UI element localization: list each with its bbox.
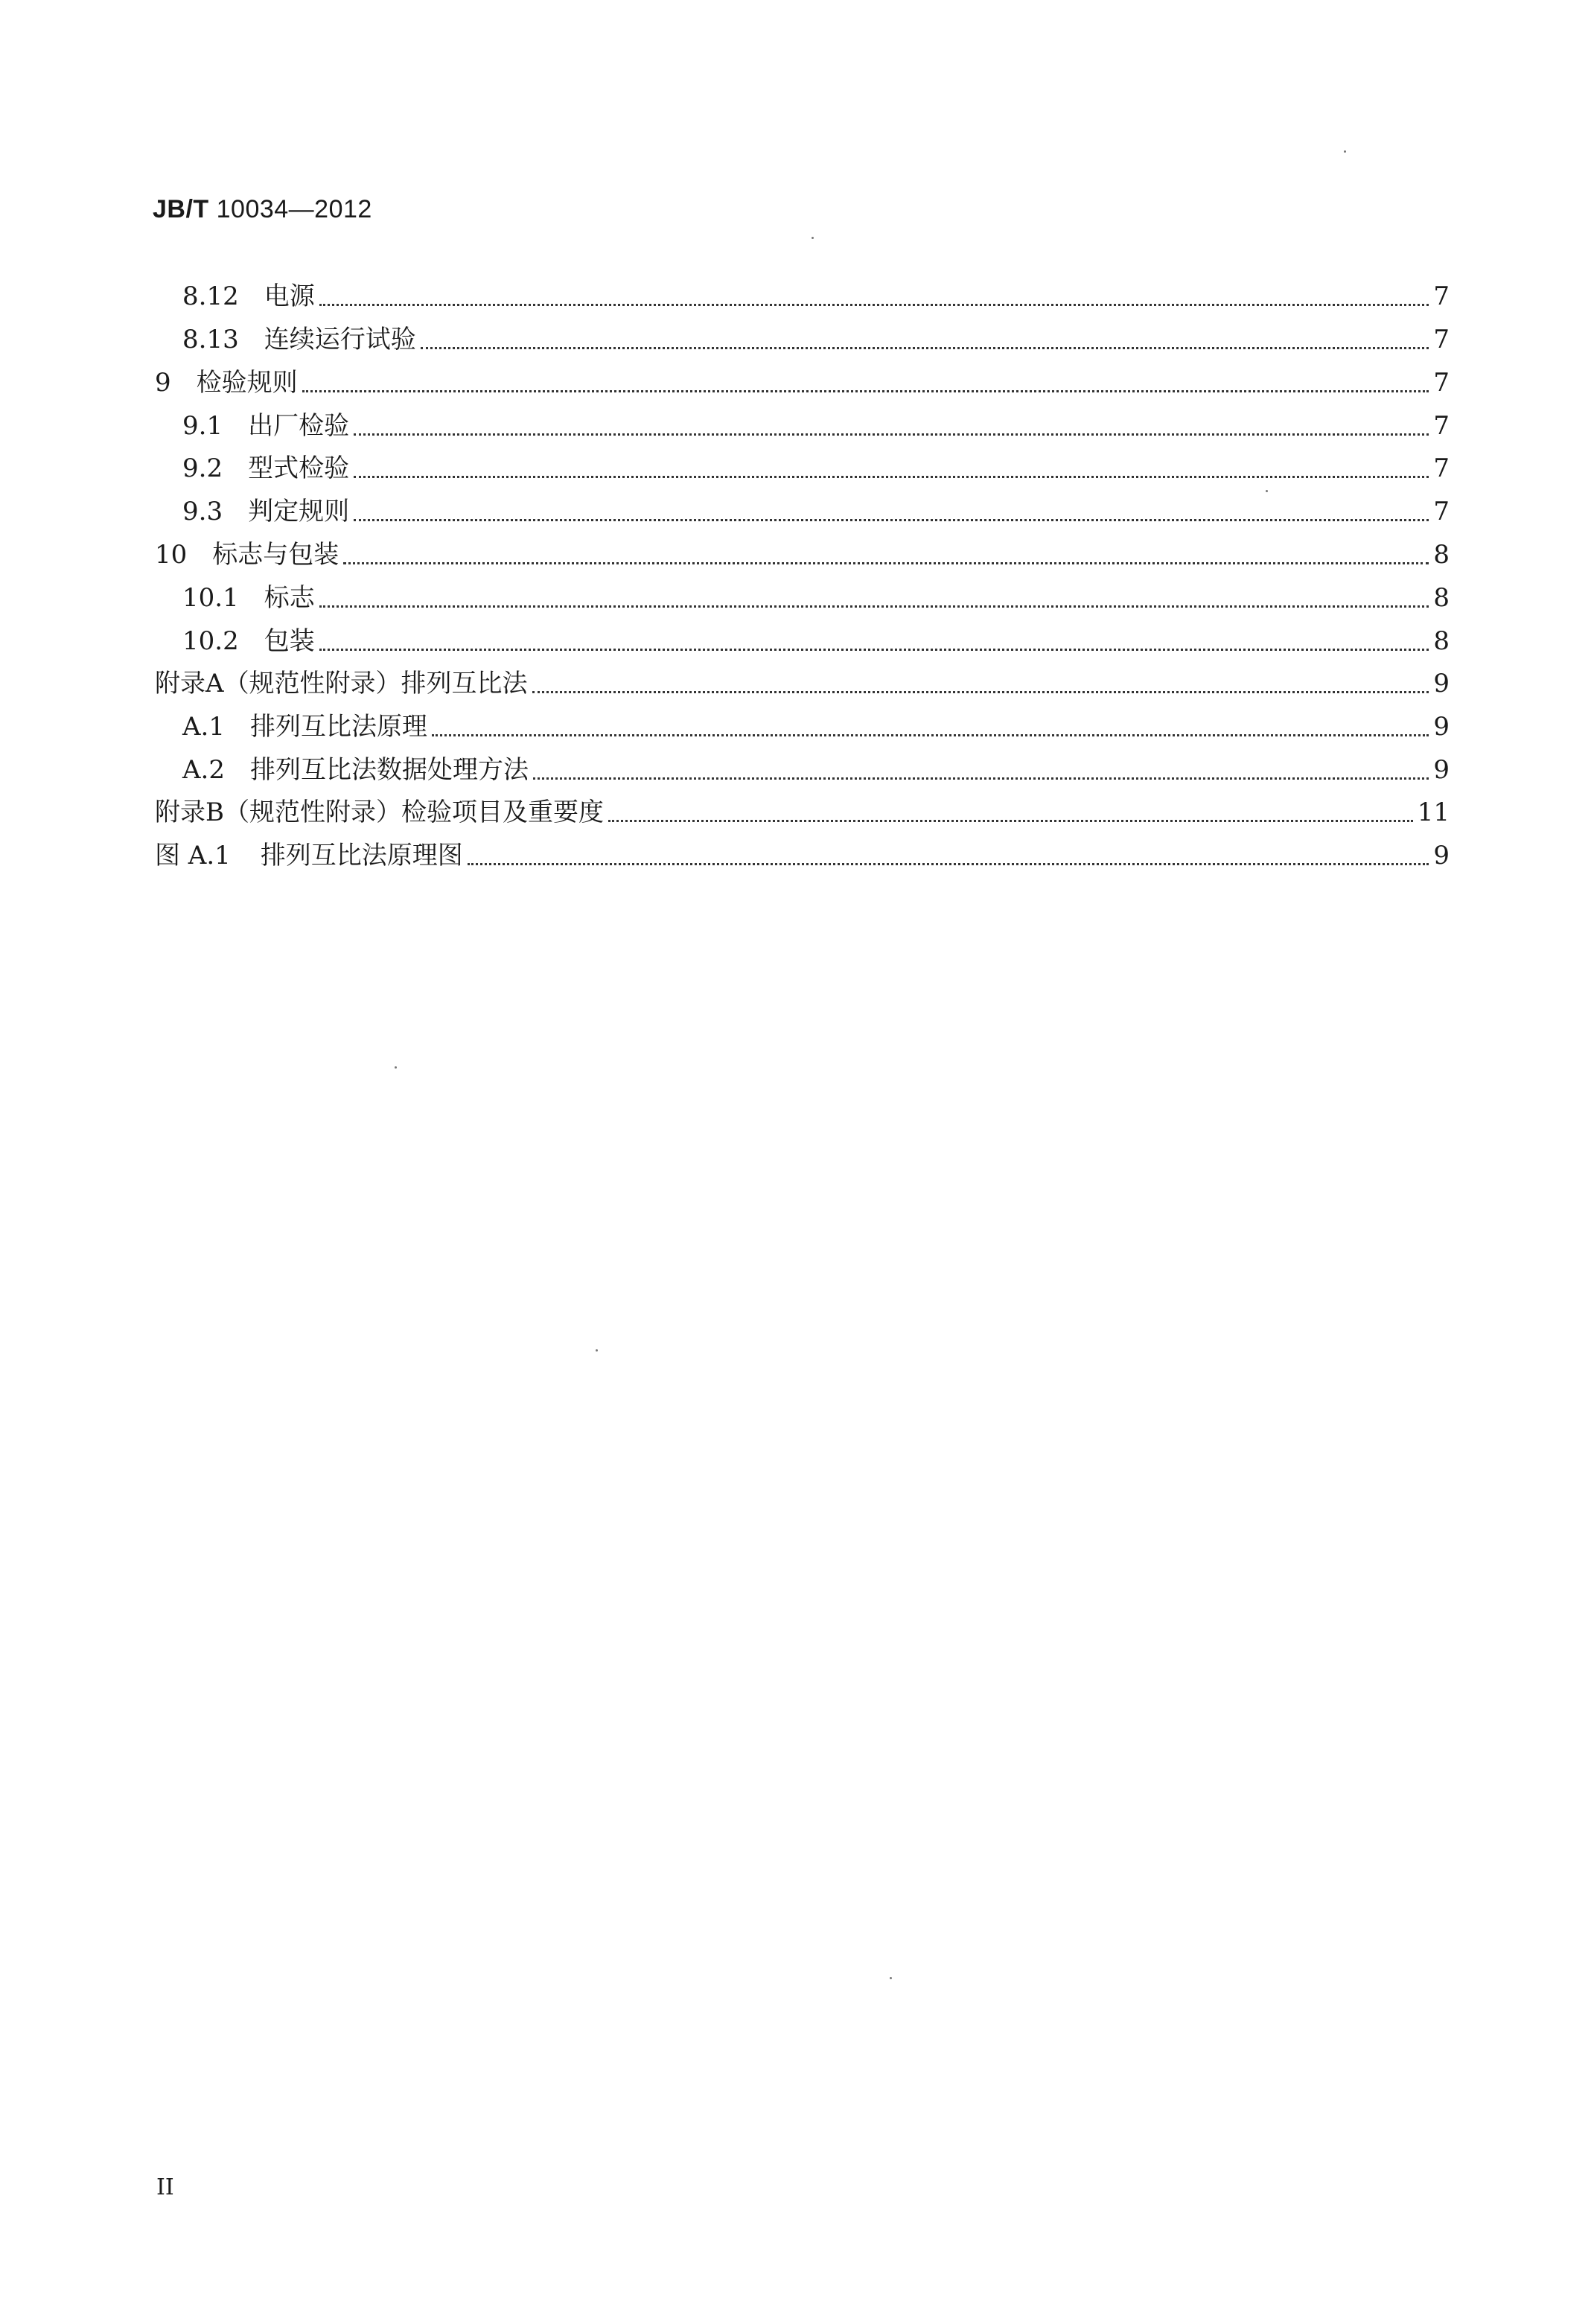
toc-entry-title: 连续运行试验 (264, 325, 416, 354)
toc-entry-number: 附录B (155, 798, 224, 827)
toc-dot-leader (421, 347, 1429, 349)
toc-entry-page: 7 (1433, 411, 1450, 441)
toc-entry-page: 9 (1433, 712, 1450, 742)
toc-dot-leader (533, 777, 1429, 780)
toc-entry-page: 7 (1433, 368, 1450, 398)
toc-entry-title: 检验规则 (196, 368, 298, 398)
toc-entry-title: 判定规则 (248, 497, 350, 526)
toc-entry[interactable] (182, 749, 1450, 786)
toc-entry[interactable] (182, 319, 1450, 356)
toc-entry[interactable] (182, 405, 1450, 442)
page-number: II (156, 2174, 174, 2200)
toc-entry[interactable] (155, 663, 1450, 700)
toc-entry[interactable] (155, 362, 1450, 399)
toc-entry[interactable] (182, 448, 1450, 485)
toc-entry-page: 7 (1433, 453, 1450, 483)
toc-entry[interactable] (182, 577, 1450, 614)
toc-dot-leader (354, 519, 1429, 521)
toc-entry[interactable] (182, 706, 1450, 743)
toc-entry-number: 8.12 (182, 281, 239, 311)
toc-entry-title: 排列互比法数据处理方法 (250, 755, 529, 785)
toc-dot-leader (354, 476, 1429, 478)
toc-entry-number: 附录A (155, 669, 224, 698)
document-header (153, 195, 372, 224)
toc-dot-leader (532, 691, 1429, 693)
toc-entry-title: （规范性附录）检验项目及重要度 (224, 798, 604, 827)
toc-dot-leader (343, 562, 1429, 564)
toc-entry-title: （规范性附录）排列互比法 (223, 669, 528, 698)
toc-entry-title: 排列互比法原理 (250, 712, 427, 742)
toc-dot-leader (319, 605, 1429, 608)
toc-dot-leader (302, 390, 1429, 392)
toc-entry[interactable] (182, 620, 1450, 658)
toc-entry-page: 8 (1433, 540, 1450, 570)
toc-dot-leader (468, 863, 1429, 865)
toc-entry-title: 排列互比法原理图 (260, 841, 463, 870)
toc-entry-page: 8 (1433, 626, 1450, 656)
toc-entry-number: A.2 (182, 755, 225, 785)
toc-entry-page: 9 (1433, 841, 1450, 870)
toc-dot-leader (432, 734, 1429, 736)
toc-dot-leader (608, 820, 1413, 822)
toc-entry-page: 7 (1433, 497, 1450, 526)
toc-entry[interactable] (182, 276, 1450, 313)
toc-entry[interactable] (155, 792, 1450, 829)
toc-entry-page: 9 (1433, 755, 1450, 785)
toc-dot-leader (354, 433, 1429, 436)
toc-entry-title: 型式检验 (248, 453, 350, 483)
toc-entry-number: 9.3 (182, 497, 223, 526)
toc-entry-number: 10.1 (182, 583, 239, 613)
toc-entry-title: 包装 (264, 626, 315, 656)
toc-entry-number: 9.1 (182, 411, 223, 441)
toc-entry-title: 电源 (264, 281, 315, 311)
toc-entry-number: 9.2 (182, 453, 223, 483)
toc-entry-page: 9 (1433, 669, 1450, 698)
toc-entry-number: 10 (155, 540, 188, 570)
toc-entry-number: 图 A.1 (155, 841, 231, 870)
toc-dot-leader (319, 649, 1429, 651)
toc-dot-leader (319, 304, 1429, 306)
toc-entry[interactable] (182, 491, 1450, 528)
toc-entry[interactable] (155, 835, 1450, 872)
toc-entry-number: 8.13 (182, 325, 239, 354)
toc-entry-page: 11 (1417, 798, 1450, 827)
toc-entry-page: 7 (1433, 325, 1450, 354)
toc-entry-title: 出厂检验 (248, 411, 350, 441)
toc-entry-title: 标志与包装 (212, 540, 339, 570)
standard-code: JB/T (153, 195, 209, 223)
toc-entry-number: 10.2 (182, 626, 239, 656)
toc-entry-page: 7 (1433, 281, 1450, 311)
standard-number: 10034—2012 (216, 195, 372, 223)
toc-entry-title: 标志 (264, 583, 315, 613)
toc-entry-number: A.1 (182, 712, 225, 742)
toc-entry[interactable] (155, 534, 1450, 571)
toc-entry-page: 8 (1433, 583, 1450, 613)
toc-entry-number: 9 (155, 368, 171, 398)
